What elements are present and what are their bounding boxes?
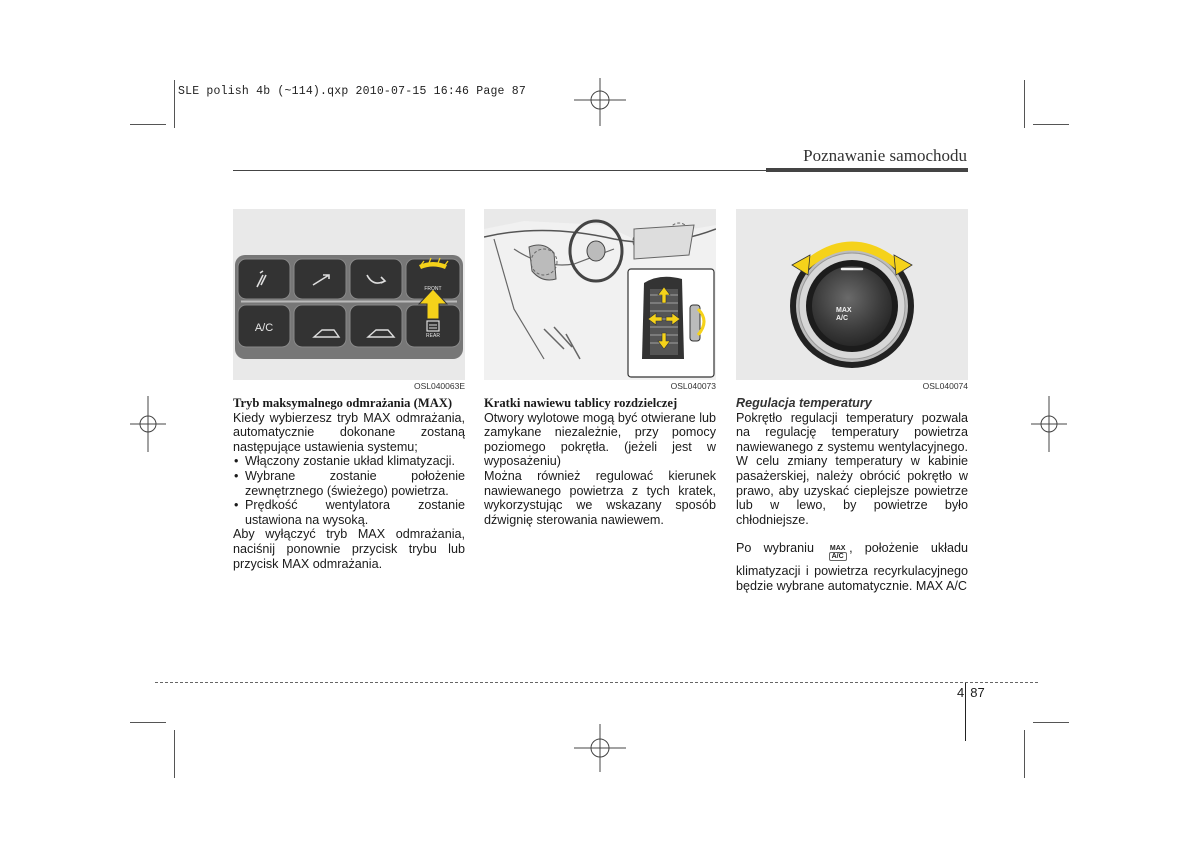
crop-mark: [174, 730, 175, 778]
header-rule: [233, 170, 766, 171]
crop-mark: [174, 80, 175, 128]
header-rule-thick: [766, 168, 968, 172]
registration-mark-icon: [574, 724, 626, 772]
dashboard-vent-illustration: [484, 209, 716, 380]
registration-mark-icon: [130, 396, 166, 452]
registration-mark-icon: [574, 78, 626, 126]
paragraph: Pokrętło regulacji temperatury pozwala na regulację temperatury powietrza nawiewanego z systemu wentylacyjnego. W celu zmiany temperatury w kabinie pasażerskiej, należy obrócić pokrętło w prawo, aby uzyskać cieplejsze powietrze lub w lewo, by powietrze było chłodniejsze.: [736, 410, 968, 527]
registration-mark-icon: [1031, 396, 1067, 452]
print-slug: SLE polish 4b (~114).qxp 2010-07-15 16:46 Page 87: [178, 85, 526, 98]
crop-mark: [130, 124, 166, 125]
paragraph: Można również regulować kierunek nawiewanego powietrza z tych kratek, wykorzystując we wskazany sposób dźwignię sterowania nawiewem.: [484, 468, 716, 527]
knob-max-label: MAX: [836, 307, 852, 314]
heading-dashboard-vents: Kratki nawiewu tablicy rozdzielczej: [484, 396, 678, 410]
crop-mark: [130, 722, 166, 723]
figure-climate-panel: [233, 209, 465, 380]
figure-dashboard-vent: [484, 209, 716, 380]
column-temperature: [736, 396, 968, 594]
paragraph: Aby wyłączyć tryb MAX odmrażania, naciśnij ponownie przycisk trybu lub przycisk MAX odmrażania.: [233, 527, 465, 571]
climate-panel-illustration: [233, 209, 465, 380]
page-number-value: 87: [970, 685, 985, 700]
knob-ac-label: A/C: [836, 315, 849, 322]
page-number-separator: [965, 683, 966, 741]
column-dashboard-vents: [484, 396, 716, 527]
crop-mark: [1024, 730, 1025, 778]
figure-code: OSL040063E: [413, 381, 465, 391]
footer-rule: [155, 682, 1038, 683]
figure-temperature-knob: [736, 209, 968, 380]
badge-top: MAX: [829, 545, 846, 553]
paragraph: Otwory wylotowe mogą być otwierane lub zamykane niezależnie, przy pomocy poziomego pokrętła. (jeżeli jest w wyposażeniu): [484, 410, 716, 469]
paragraph: [736, 541, 968, 593]
text-fragment: Po wybraniu: [736, 541, 814, 556]
list-item: • Prędkość wentylatora zostanie ustawiona na wysoką.: [233, 498, 465, 527]
chapter-number: 4: [957, 685, 965, 700]
list-item: • Włączony zostanie układ klimatyzacji.: [233, 454, 465, 469]
front-label: FRONT: [424, 286, 442, 292]
page-number: [957, 685, 985, 700]
paragraph: Kiedy wybierzesz tryb MAX odmrażania, automatycznie dokonane zostaną następujące ustawienia systemu;: [233, 410, 465, 454]
column-max-defrost: [233, 396, 465, 571]
badge-bottom: A/C: [829, 552, 847, 561]
figure-code: OSL040073: [670, 381, 716, 391]
heading-max-defrost: Tryb maksymalnego odmrażania (MAX): [233, 396, 453, 410]
figure-code: OSL040074: [922, 381, 968, 391]
max-ac-icon: [827, 545, 848, 564]
section-title: Poznawanie samochodu: [803, 146, 967, 165]
temperature-knob-illustration: [736, 209, 968, 380]
heading-temperature: Regulacja temperatury: [736, 396, 872, 410]
ac-button-label: A/C: [254, 322, 274, 334]
crop-mark: [1024, 80, 1025, 128]
text-fragment: , położenie układu klimatyzacji i powietrza recyrkulacyjnego będzie wybrane automatycznie. MAX A/C: [736, 541, 968, 593]
list-item: • Wybrane zostanie położenie zewnętrznego (świeżego) powietrza.: [233, 469, 465, 498]
bullet-list: [233, 454, 465, 527]
crop-mark: [1033, 124, 1069, 125]
crop-mark: [1033, 722, 1069, 723]
rear-label: REAR: [426, 333, 440, 339]
